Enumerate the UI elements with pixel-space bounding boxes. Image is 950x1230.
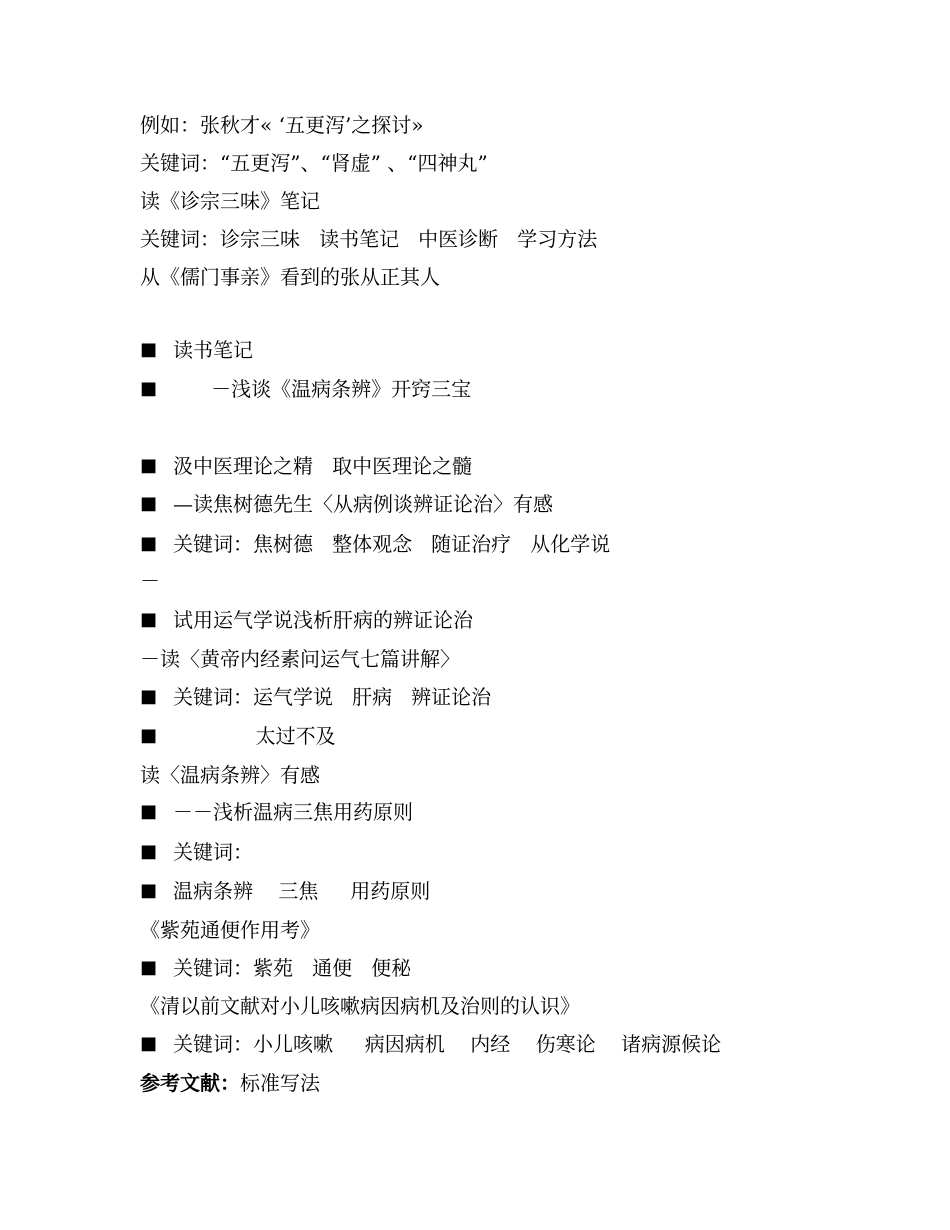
bullet-square-icon: ■ xyxy=(140,493,158,514)
references-label: 参考文献： xyxy=(140,1071,240,1095)
title-line: 《清以前文献对小儿咳嗽病因病机及治则的认识》 xyxy=(140,994,580,1018)
keywords-continuation: 太过不及 xyxy=(173,724,336,748)
bullet-square-icon: ■ xyxy=(140,609,158,630)
keywords-line: 温病条辨 三焦 用药原则 xyxy=(173,879,431,903)
bullet-square-icon: ■ xyxy=(140,801,158,822)
subtitle-line: －读〈黄帝内经素问运气七篇讲解〉 xyxy=(140,647,460,671)
keywords-line: 关键词：小儿咳嗽 病因病机 内经 伤寒论 诸病源候论 xyxy=(173,1032,722,1056)
keywords-label: 关键词： xyxy=(173,840,253,864)
title-line: 读〈温病条辨〉有感 xyxy=(140,763,320,787)
bullet-square-icon: ■ xyxy=(140,1033,158,1054)
references-line xyxy=(140,1070,320,1096)
subtitle-line: －－浅析温病三焦用药原则 xyxy=(173,800,413,824)
keywords-line: 关键词：紫苑 通便 便秘 xyxy=(173,956,412,980)
bullet-square-icon: ■ xyxy=(140,841,158,862)
keywords-line: 关键词：“五更泻”、“肾虚” 、“四神丸” xyxy=(140,151,488,175)
title-line: 汲中医理论之精 取中医理论之髓 xyxy=(173,454,473,478)
subtitle-line: —读焦树德先生〈从病例谈辨证论治〉有感 xyxy=(173,492,553,516)
bullet-square-icon: ■ xyxy=(140,339,158,360)
keywords-line: 关键词：焦树德 整体观念 随证治疗 从化学说 xyxy=(173,532,611,556)
title-line: 试用运气学说浅析肝病的辨证论治 xyxy=(173,608,473,632)
keywords-line: 关键词：运气学说 肝病 辨证论治 xyxy=(173,685,492,709)
title-line: 《紫苑通便作用考》 xyxy=(140,918,320,942)
bullet-square-icon: ■ xyxy=(140,455,158,476)
bullet-square-icon: ■ xyxy=(140,880,158,901)
bullet-square-icon: ■ xyxy=(140,533,158,554)
title-line: 读书笔记 xyxy=(173,338,253,362)
bullet-square-icon: ■ xyxy=(140,725,158,746)
references-text: 标准写法 xyxy=(240,1071,320,1095)
dash-line: － xyxy=(140,569,160,593)
bullet-square-icon: ■ xyxy=(140,957,158,978)
title-line: 读《诊宗三味》笔记 xyxy=(140,189,320,213)
title-line: 从《儒门事亲》看到的张从正其人 xyxy=(140,265,440,289)
bullet-square-icon: ■ xyxy=(140,378,158,399)
example-line: 例如：张秋才« ‘五更泻’之探讨» xyxy=(140,113,424,137)
bullet-square-icon: ■ xyxy=(140,686,158,707)
subtitle-line: －浅谈《温病条辨》开窍三宝 xyxy=(173,377,472,401)
keywords-line: 关键词：诊宗三味 读书笔记 中医诊断 学习方法 xyxy=(140,227,598,251)
